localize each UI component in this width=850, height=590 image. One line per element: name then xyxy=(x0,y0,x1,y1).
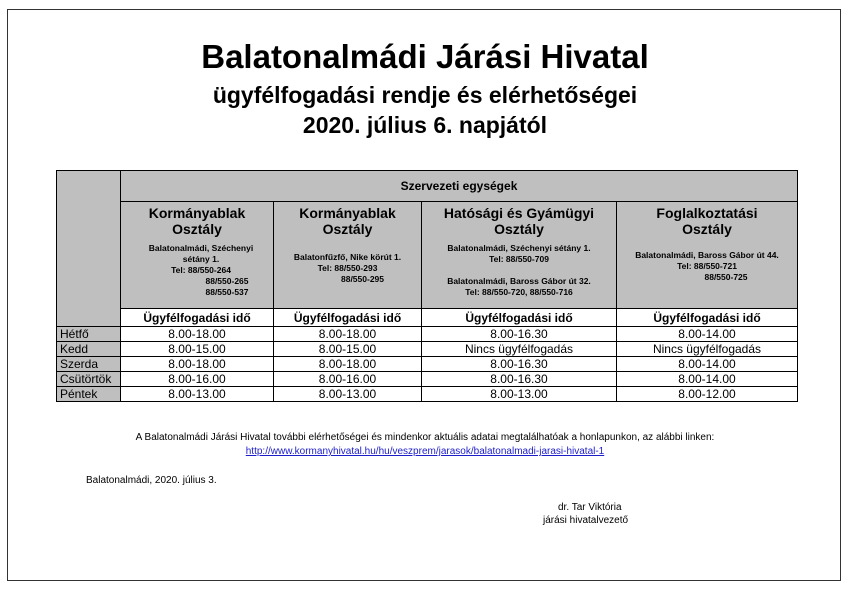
department-name: Osztály xyxy=(682,221,732,237)
hours-cell: 8.00-12.00 xyxy=(617,387,798,402)
hours-cell: Nincs ügyfélfogadás xyxy=(422,342,617,357)
table-row xyxy=(57,357,798,372)
hours-label: Ügyfélfogadási idő xyxy=(121,309,274,327)
table-row xyxy=(57,387,798,402)
department-address: Balatonalmádi, Baross Gábor út 32. xyxy=(447,276,591,286)
hours-cell: 8.00-18.00 xyxy=(274,327,422,342)
day-label: Hétfő xyxy=(57,327,121,342)
address-spacer xyxy=(422,265,616,276)
place-and-date: Balatonalmádi, 2020. július 3. xyxy=(86,475,217,486)
department-header xyxy=(274,202,422,309)
hours-cell: 8.00-15.00 xyxy=(274,342,422,357)
table-row xyxy=(57,372,798,387)
department-header xyxy=(422,202,617,309)
department-name: Kormányablak xyxy=(148,205,246,221)
hours-cell: 8.00-13.00 xyxy=(121,387,274,402)
department-header xyxy=(121,202,274,309)
hours-cell: 8.00-16.00 xyxy=(121,372,274,387)
hours-cell: 8.00-14.00 xyxy=(617,357,798,372)
department-address: Balatonalmádi, Széchenyi sétány 1. xyxy=(447,243,591,253)
department-phone: Tel: 88/550-709 xyxy=(489,254,549,264)
department-phone: Tel: 88/550-721 xyxy=(677,261,737,271)
department-phone: Tel: 88/550-720, 88/550-716 xyxy=(465,287,573,297)
signer-title: járási hivatalvezető xyxy=(543,515,629,526)
hours-cell: 8.00-16.00 xyxy=(274,372,422,387)
page-subtitle: ügyfélfogadási rendje és elérhetőségei xyxy=(212,82,638,108)
department-address: Balatonfűzfő, Nike körút 1. xyxy=(293,252,402,262)
hours-cell: 8.00-13.00 xyxy=(274,387,422,402)
footer-info-text: A Balatonalmádi Járási Hivatal további elérhetőségei és mindenkor aktuális adatai megtalálhatóak a honlapunkon, az alábbi linken: xyxy=(135,432,715,443)
department-address: Balatonalmádi, Baross Gábor út 44. xyxy=(635,250,779,260)
department-phone: Tel: 88/550-293 xyxy=(317,263,378,273)
hours-cell: 8.00-18.00 xyxy=(121,357,274,372)
hours-label: Ügyfélfogadási idő xyxy=(422,309,617,327)
day-label: Csütörtök xyxy=(57,372,121,387)
department-phone: 88/550-725 xyxy=(704,272,748,282)
hours-cell: 8.00-18.00 xyxy=(274,357,422,372)
department-phone: 88/550-265 xyxy=(205,276,249,286)
department-address: Balatonalmádi, Széchenyi xyxy=(148,243,254,253)
table-row xyxy=(57,327,798,342)
department-phone: 88/550-295 xyxy=(340,274,384,284)
hours-label: Ügyfélfogadási idő xyxy=(274,309,422,327)
hours-cell: 8.00-14.00 xyxy=(617,327,798,342)
hours-cell: 8.00-18.00 xyxy=(121,327,274,342)
hours-cell: 8.00-16.30 xyxy=(422,327,617,342)
department-name: Kormányablak xyxy=(299,205,396,221)
hours-cell: 8.00-14.00 xyxy=(617,372,798,387)
department-phone: Tel: 88/550-264 xyxy=(171,265,231,275)
department-header xyxy=(617,202,798,309)
hours-cell: 8.00-13.00 xyxy=(422,387,617,402)
department-name: Osztály xyxy=(322,221,373,237)
department-name: Osztály xyxy=(172,221,222,237)
department-name: Osztály xyxy=(494,221,544,237)
hours-cell: 8.00-15.00 xyxy=(121,342,274,357)
schedule-table xyxy=(56,170,798,402)
table-row xyxy=(57,342,798,357)
day-label: Kedd xyxy=(57,342,121,357)
department-address: sétány 1. xyxy=(182,254,220,264)
day-label: Péntek xyxy=(57,387,121,402)
hours-label: Ügyfélfogadási idő xyxy=(617,309,798,327)
hours-cell: 8.00-16.30 xyxy=(422,357,617,372)
department-name: Hatósági és Gyámügyi xyxy=(443,205,595,221)
group-header: Szervezeti egységek xyxy=(121,171,798,202)
day-label: Szerda xyxy=(57,357,121,372)
department-phone: 88/550-537 xyxy=(205,287,249,297)
effective-date: 2020. július 6. napjától xyxy=(302,112,548,138)
corner-cell xyxy=(57,171,121,327)
website-link[interactable]: http://www.kormanyhivatal.hu/hu/veszprem/jarasok/balatonalmadi-jarasi-hivatal-1 xyxy=(245,446,605,457)
hours-cell: Nincs ügyfélfogadás xyxy=(617,342,798,357)
signer-name: dr. Tar Viktória xyxy=(558,502,622,513)
hours-cell: 8.00-16.30 xyxy=(422,372,617,387)
page-title: Balatonalmádi Járási Hivatal xyxy=(201,38,649,75)
department-name: Foglalkoztatási xyxy=(656,205,758,221)
